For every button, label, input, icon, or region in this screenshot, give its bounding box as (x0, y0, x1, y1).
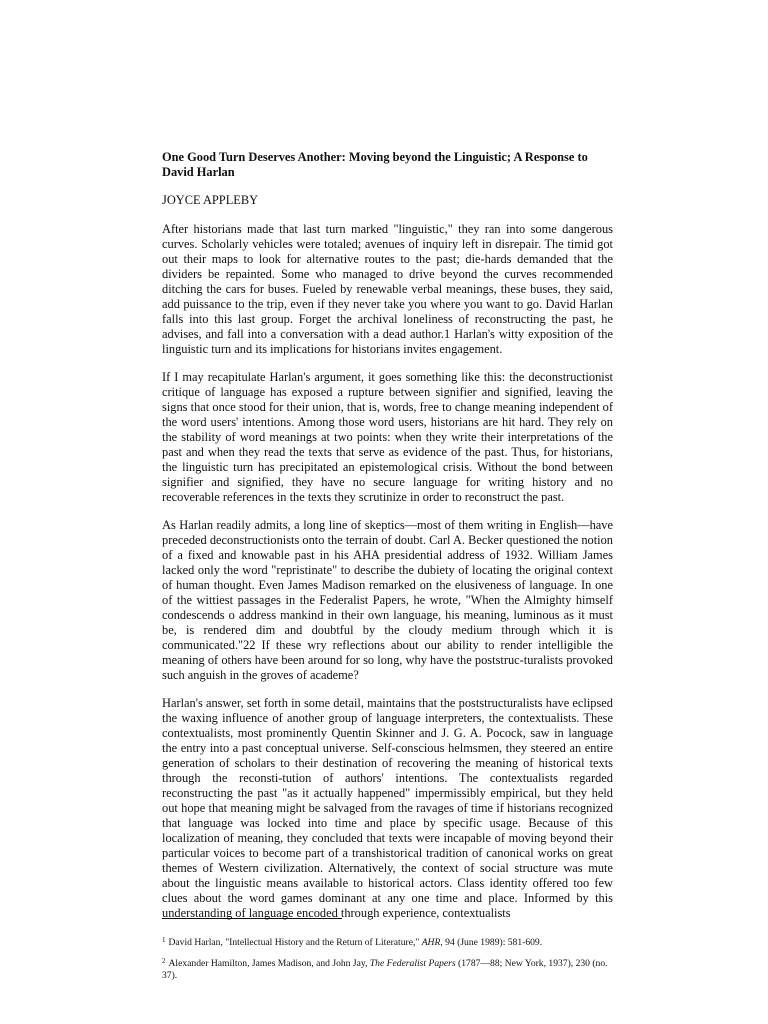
paragraph-1: After historians made that last turn marked "linguistic," they ran into some dangerous curves. Scholarly vehicles were totaled; avenues of inquiry left in disrepair. The timid got out their maps to look for alternative routes to the past; die-hards demanded that the dividers be repainted. Some who managed to drive beyond the curves recommended ditching the cars for buses. Fueled by renewable verbal meanings, these buses, they said, add puissance to the trip, even if they never take you where you want to go. David Harlan falls into this last group. Forget the archival loneliness of reconstructing the past, he advises, and fall into a conversation with a dead author.1 Harlan's witty exposition of the linguistic turn and its implications for historians invites engagement. (162, 222, 613, 356)
footnote-italic: AHR (421, 937, 441, 948)
footnote-text: David Harlan, "Intellectual History and the Return of Literature," (168, 937, 422, 948)
article-page (162, 150, 613, 934)
footnotes (162, 934, 613, 988)
footnote-text-end: , 94 (June 1989): 581-609. (440, 937, 543, 948)
article-title: One Good Turn Deserves Another: Moving beyond the Linguistic; A Response to David Harlan (162, 150, 588, 179)
paragraph-3: As Harlan readily admits, a long line of skeptics—most of them writing in English—have preceded deconstructionists onto the terrain of doubt. Carl A. Becker questioned the notion of a fixed and knowable past in his AHA presidential address of 1932. William James lacked only the word "repristinate" to describe the dubiety of locating the original context of human thought. Even James Madison remarked on the elusiveness of language. In one of the wittiest passages in the Federalist Papers, he wrote, "When the Almighty himself condescends o address mankind in their own language, his meaning, luminous as it must be, is rendered dim and doubtful by the cloudy medium through which it is communicated."22 If these wry reflections about our ability to render intelligible the meaning of others have been around for so long, why have the poststruc-turalists provoked such anguish in the groves of academe? (162, 518, 613, 682)
footnote-number: 1 (162, 936, 166, 944)
paragraph-4: Harlan's answer, set forth in some detail, maintains that the poststructuralists have eclipsed the waxing influence of another group of language interpreters, the contextualists. These contextualists, most prominently Quentin Skinner and J. G. A. Pocock, saw in language the entry into a past conceptual universe. Self-conscious helmsmen, they steered an entire generation of scholars to their destination of recovering the meaning of historical texts through the reconsti-tution of authors' intentions. The contextualists regarded reconstructing the past "as it actually happened" impermissibly empirical, but they held out hope that meaning might be salvaged from the ravages of time if historians recognized that language was locked into time and place by specific usage. Because of this localization of meaning, they concluded that texts were incapable of moving beyond their particular voices to become part of a transhistorical tradition of canonical works on great themes of Western civilization. Alternatively, the context of social structure was mute about the linguistic means available to historical actors. Class identity offered too few clues about the word games dominant at any one time and place. Informed by this understanding of language encoded through experience, contextualists (162, 696, 613, 920)
footnote-1 (162, 934, 613, 949)
footnote-number: 2 (162, 957, 166, 965)
footnote-text-end: (1787—88; New York, 1937), 230 (no. 37). (162, 958, 608, 981)
footnote-2 (162, 955, 613, 982)
footnote-text: Alexander Hamilton, James Madison, and John Jay, (168, 958, 370, 969)
paragraph-2: If I may recapitulate Harlan's argument, it goes something like this: the deconstructionist critique of language has exposed a rupture between signifier and signified, leaving the signs that once stood for their union, that is, words, free to change meaning independent of the word users' intentions. Among those word users, historians are hit hard. They rely on the stability of word meanings at two points: when they write their interpretations of the past and when they read the texts that serve as evidence of the past. Thus, for historians, the linguistic turn has precipitated an epistemological crisis. Without the bond between signifier and signified, they have no secure language for writing history and no recoverable references in the texts they scrutinize in order to reconstruct the past. (162, 370, 613, 504)
footnote-divider (162, 918, 342, 919)
footnote-italic: The Federalist Papers (369, 958, 456, 969)
article-author: JOYCE APPLEBY (162, 193, 259, 207)
